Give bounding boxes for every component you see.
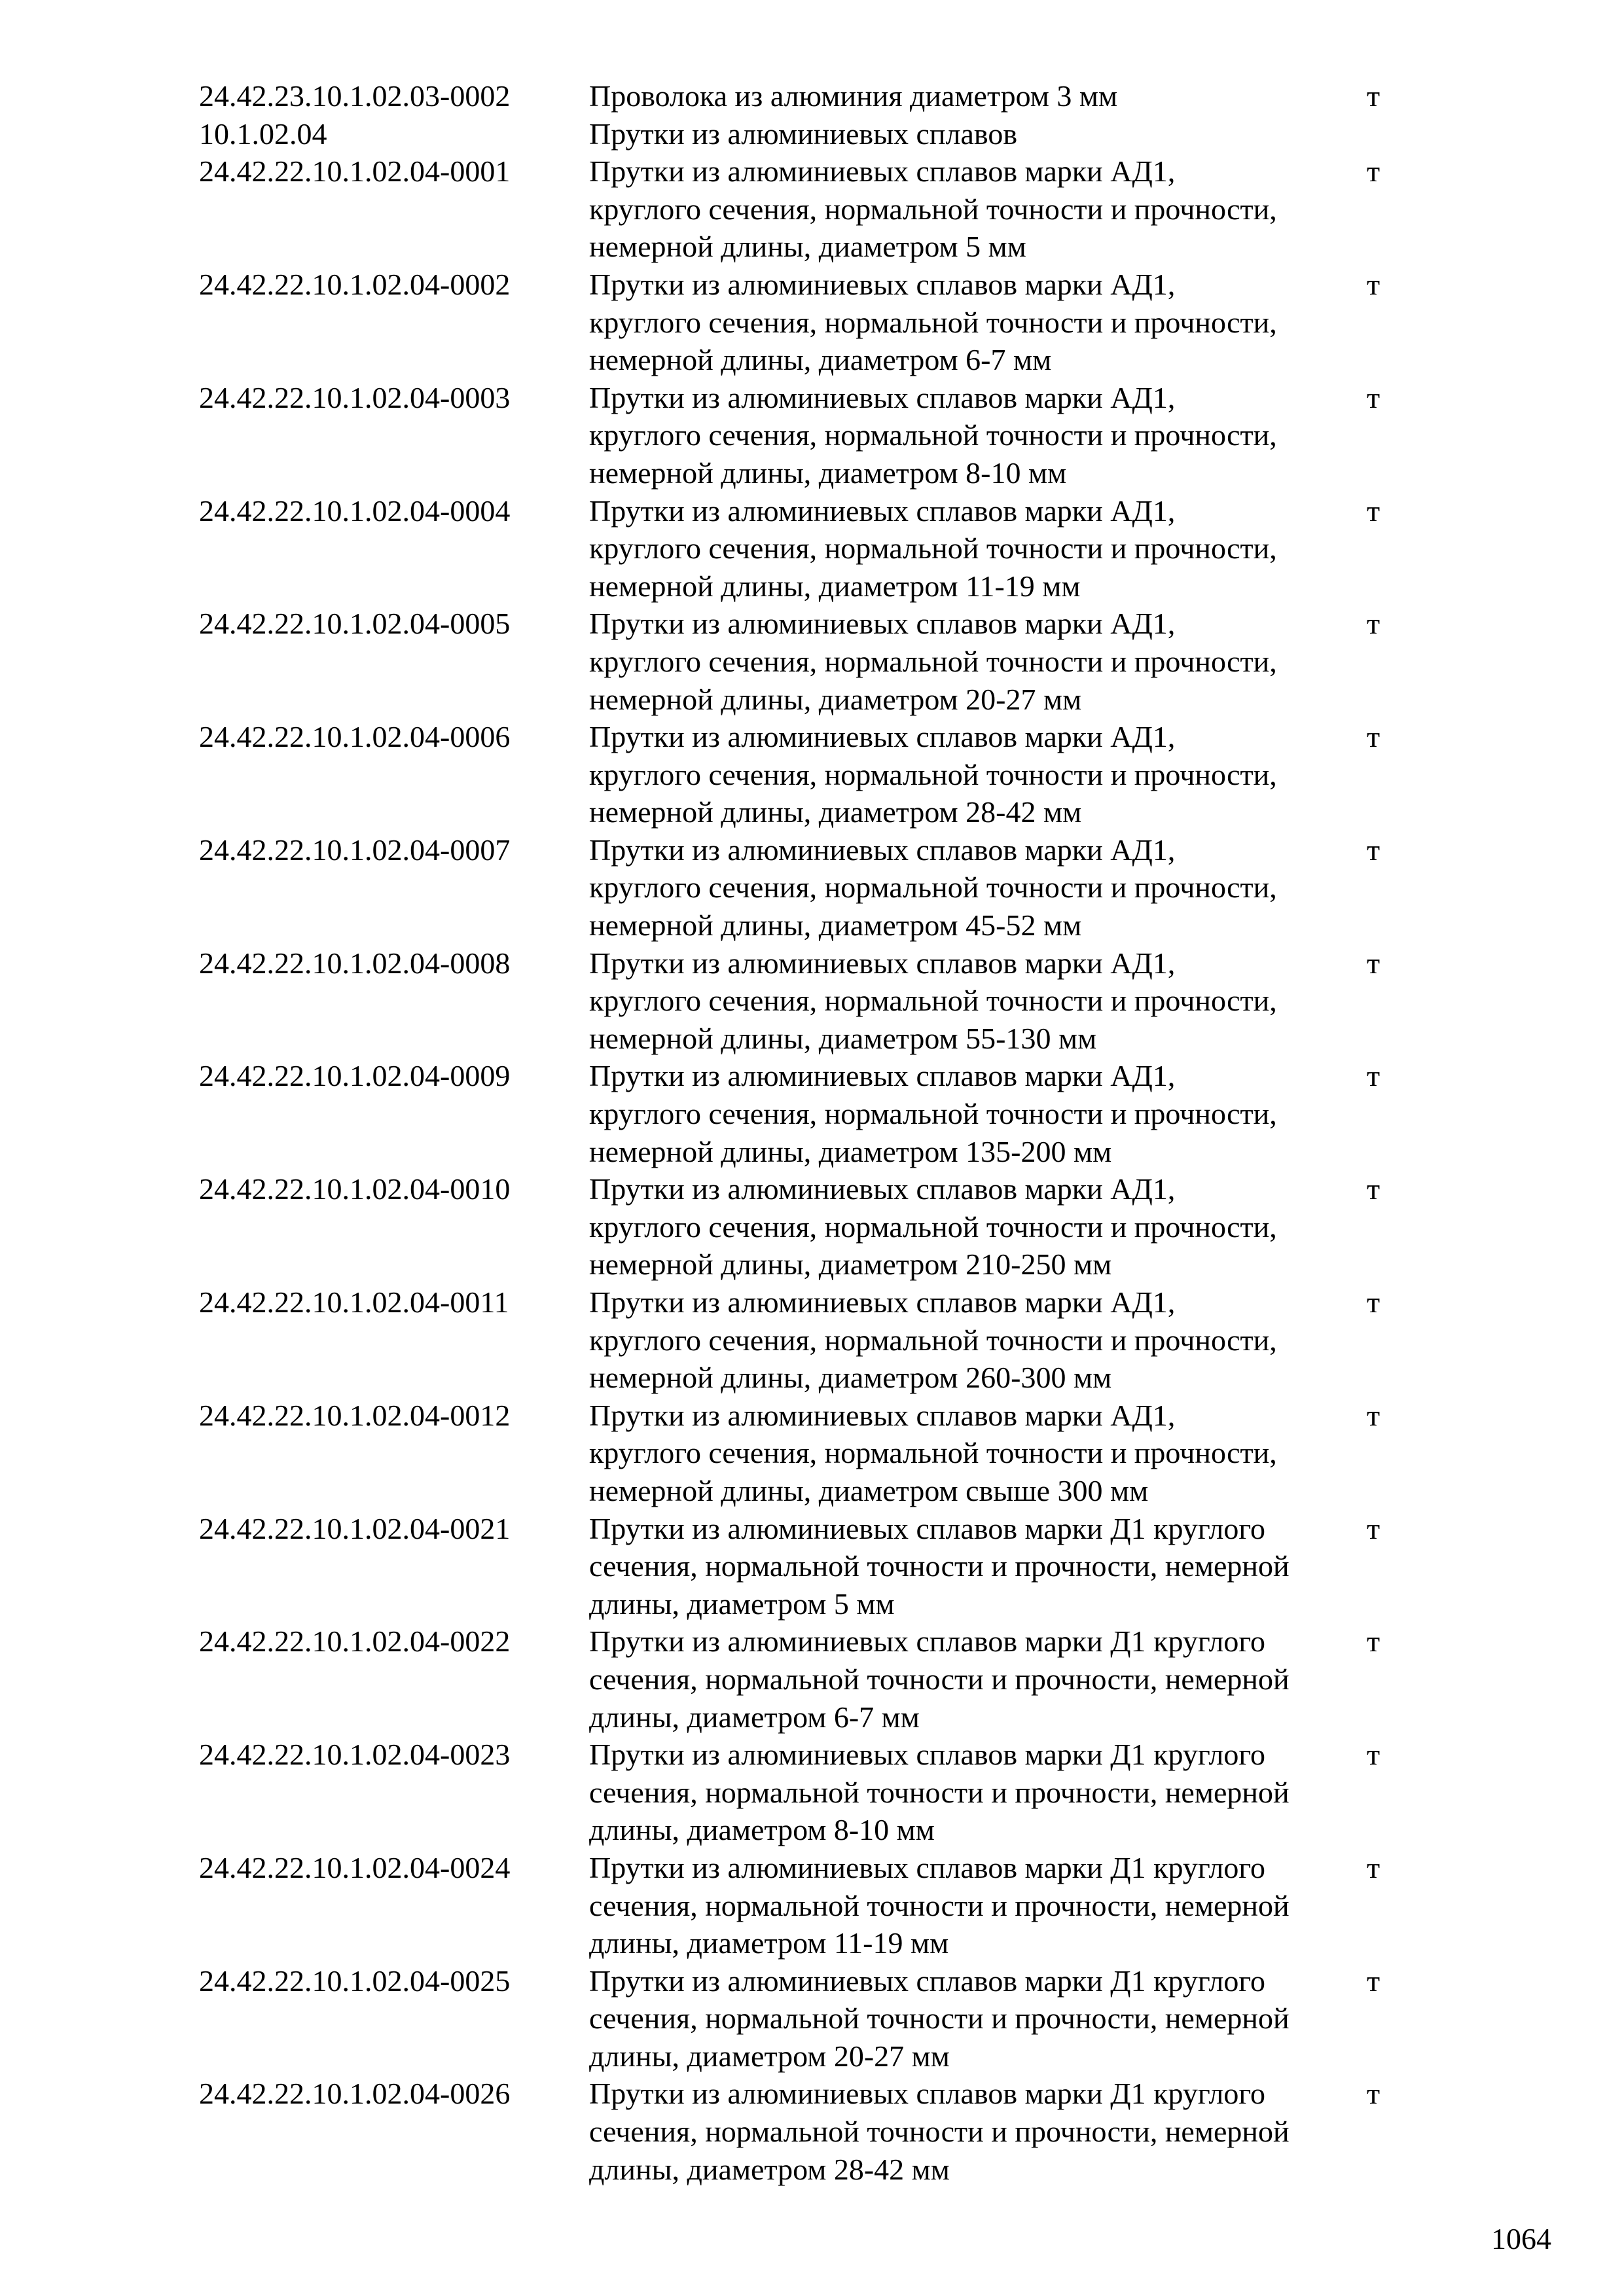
resource-code: 24.42.22.10.1.02.04-0011 [199,1285,509,1319]
resource-code: 24.42.22.10.1.02.04-0002 [199,267,511,301]
resource-name: Прутки из алюминиевых сплавов марки АД1, круглого сечения, нормальной точности и прочности, немерной длины, диаметром 135-200 мм [589,1059,1277,1168]
resource-unit: т [1367,79,1380,113]
resource-name: Прутки из алюминиевых сплавов марки АД1, круглого сечения, нормальной точности и прочности, немерной длины, диаметром 11-19 мм [589,493,1277,603]
table-row [199,115,1403,153]
table-row [199,1510,1403,1623]
resource-name: Прутки из алюминиевых сплавов [589,117,1018,151]
resource-name: Проволока из алюминия диаметром 3 мм [589,79,1118,113]
resource-unit: т [1367,1172,1380,1206]
resource-unit: т [1367,1738,1380,1772]
resource-code: 24.42.22.10.1.02.04-0025 [199,1964,511,1998]
resource-unit: т [1367,1059,1380,1093]
table-row [199,2075,1403,2188]
table-row [199,1170,1403,1283]
table-row [199,1962,1403,2075]
table-row [199,1283,1403,1397]
resource-code: 24.42.22.10.1.02.04-0006 [199,720,511,754]
resource-code: 24.42.23.10.1.02.03-0002 [199,79,511,113]
resource-unit: т [1367,2077,1380,2111]
resource-code: 24.42.22.10.1.02.04-0023 [199,1738,511,1772]
table-row [199,492,1403,605]
resource-unit: т [1367,1624,1380,1659]
resource-unit: т [1367,1398,1380,1432]
resource-unit: т [1367,833,1380,867]
resource-name: Прутки из алюминиевых сплавов марки Д1 круглого сечения, нормальной точности и прочности, немерной длины, диаметром 6-7 мм [589,1624,1290,1734]
resource-name: Прутки из алюминиевых сплавов марки Д1 круглого сечения, нормальной точности и прочности, немерной длины, диаметром 5 мм [589,1511,1290,1621]
resource-name: Прутки из алюминиевых сплавов марки АД1, круглого сечения, нормальной точности и прочности, немерной длины, диаметром 20-27 мм [589,607,1277,716]
page-number: 1064 [1491,2222,1551,2255]
table-row [199,1397,1403,1510]
resource-code: 10.1.02.04 [199,117,327,151]
table-row [199,152,1403,266]
resource-unit: т [1367,607,1380,641]
table-row [199,1849,1403,1962]
resource-name: Прутки из алюминиевых сплавов марки Д1 круглого сечения, нормальной точности и прочности, немерной длины, диаметром 8-10 мм [589,1738,1290,1847]
table-row [199,1736,1403,1849]
resource-code: 24.42.22.10.1.02.04-0001 [199,154,511,188]
resource-code: 24.42.22.10.1.02.04-0008 [199,946,511,980]
resource-name: Прутки из алюминиевых сплавов марки Д1 круглого сечения, нормальной точности и прочности, немерной длины, диаметром 20-27 мм [589,1964,1290,2073]
resource-unit: т [1367,1285,1380,1319]
table-row [199,944,1403,1058]
resource-unit: т [1367,1511,1380,1545]
resource-code: 24.42.22.10.1.02.04-0022 [199,1624,511,1659]
resource-unit: т [1367,380,1380,414]
table-row [199,718,1403,831]
resource-name: Прутки из алюминиевых сплавов марки АД1, круглого сечения, нормальной точности и прочности, немерной длины, диаметром 55-130 мм [589,946,1277,1055]
table-row [199,77,1403,115]
resource-code: 24.42.22.10.1.02.04-0010 [199,1172,511,1206]
resource-name: Прутки из алюминиевых сплавов марки АД1, круглого сечения, нормальной точности и прочности, немерной длины, диаметром 260-300 мм [589,1285,1277,1395]
table-row [199,379,1403,492]
resource-name: Прутки из алюминиевых сплавов марки АД1, круглого сечения, нормальной точности и прочности, немерной длины, диаметром свыше 300 мм [589,1398,1277,1507]
resource-name: Прутки из алюминиевых сплавов марки АД1, круглого сечения, нормальной точности и прочности, немерной длины, диаметром 45-52 мм [589,833,1277,942]
resource-unit: т [1367,946,1380,980]
resource-name: Прутки из алюминиевых сплавов марки АД1, круглого сечения, нормальной точности и прочности, немерной длины, диаметром 8-10 мм [589,380,1277,490]
table-row [199,266,1403,379]
resource-code: 24.42.22.10.1.02.04-0007 [199,833,511,867]
resource-table [199,77,1403,2188]
resource-name: Прутки из алюминиевых сплавов марки АД1, круглого сечения, нормальной точности и прочности, немерной длины, диаметром 210-250 мм [589,1172,1277,1282]
resource-name: Прутки из алюминиевых сплавов марки АД1, круглого сечения, нормальной точности и прочности, немерной длины, диаметром 6-7 мм [589,267,1277,377]
resource-name: Прутки из алюминиевых сплавов марки Д1 круглого сечения, нормальной точности и прочности, немерной длины, диаметром 11-19 мм [589,1850,1290,1960]
resource-name: Прутки из алюминиевых сплавов марки АД1, круглого сечения, нормальной точности и прочности, немерной длины, диаметром 5 мм [589,154,1277,264]
resource-name: Прутки из алюминиевых сплавов марки Д1 круглого сечения, нормальной точности и прочности, немерной длины, диаметром 28-42 мм [589,2077,1290,2186]
table-row [199,1623,1403,1736]
resource-unit: т [1367,493,1380,528]
resource-code: 24.42.22.10.1.02.04-0012 [199,1398,511,1432]
resource-code: 24.42.22.10.1.02.04-0003 [199,380,511,414]
table-row [199,605,1403,718]
resource-unit: т [1367,1964,1380,1998]
resource-code: 24.42.22.10.1.02.04-0024 [199,1850,511,1884]
resource-code: 24.42.22.10.1.02.04-0021 [199,1511,511,1545]
resource-code: 24.42.22.10.1.02.04-0004 [199,493,511,528]
resource-code: 24.42.22.10.1.02.04-0009 [199,1059,511,1093]
resource-unit: т [1367,267,1380,301]
resource-unit: т [1367,720,1380,754]
resource-unit: т [1367,154,1380,188]
resource-name: Прутки из алюминиевых сплавов марки АД1, круглого сечения, нормальной точности и прочности, немерной длины, диаметром 28-42 мм [589,720,1277,829]
resource-unit: т [1367,1850,1380,1884]
resource-code: 24.42.22.10.1.02.04-0026 [199,2077,511,2111]
table-row [199,1057,1403,1170]
resource-code: 24.42.22.10.1.02.04-0005 [199,607,511,641]
table-row [199,831,1403,944]
